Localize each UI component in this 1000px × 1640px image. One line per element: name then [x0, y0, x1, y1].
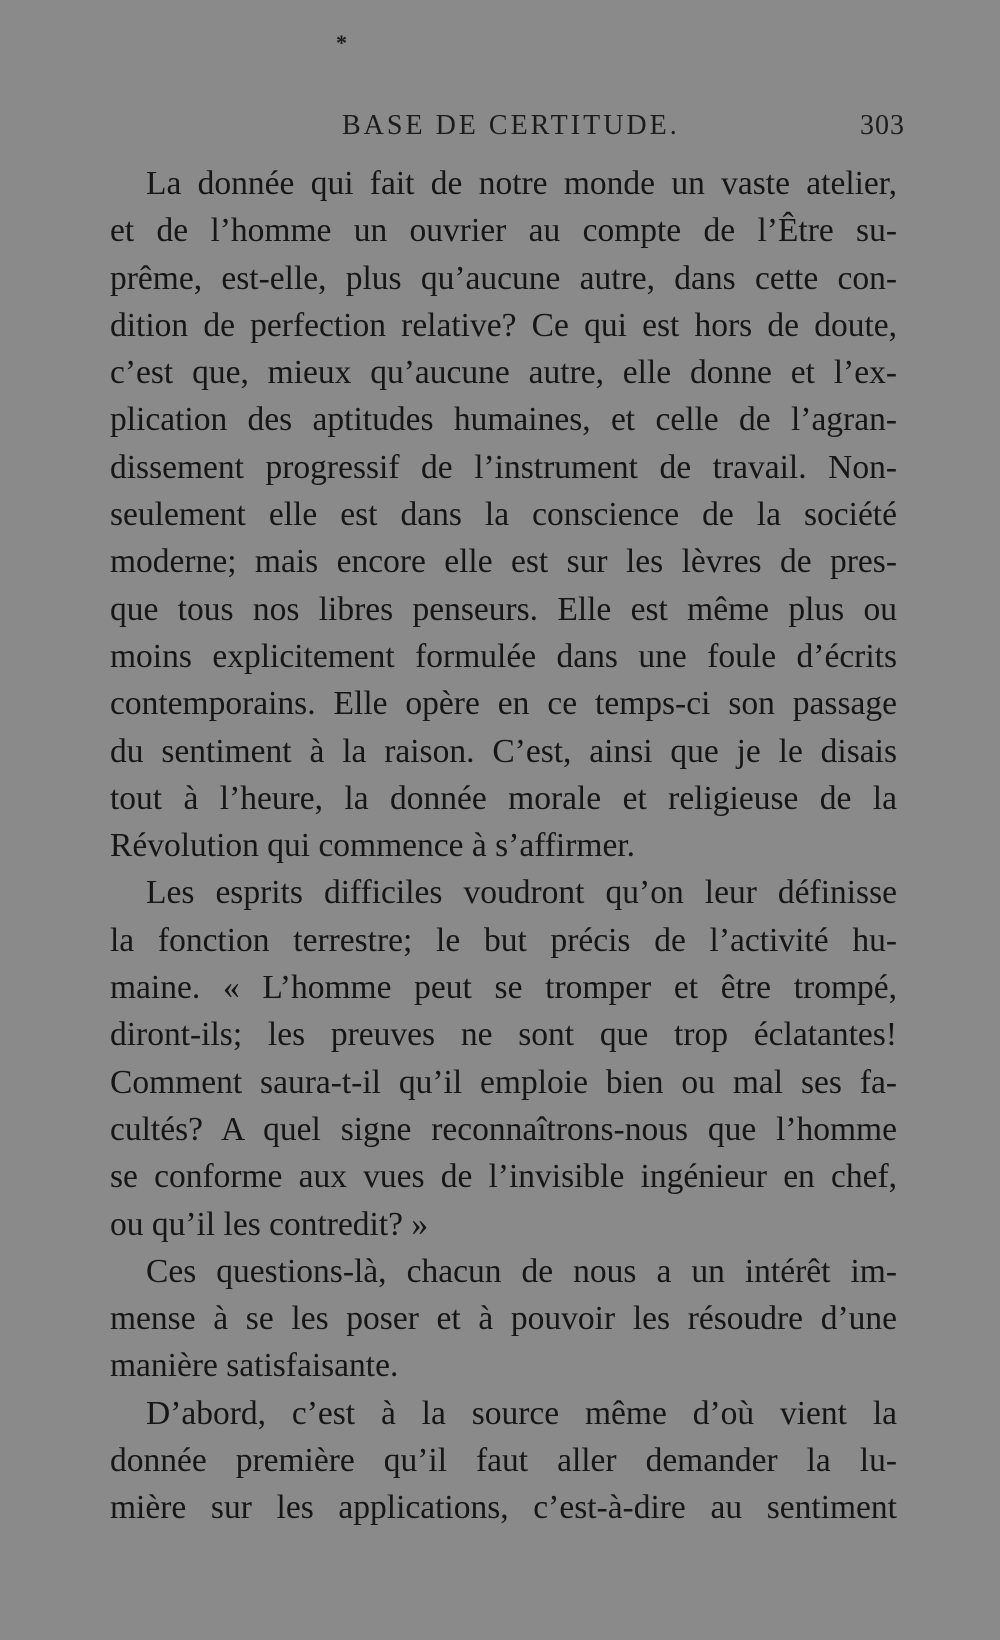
paragraph-2 — [110, 869, 897, 1247]
text-line: se conforme aux vues de l’invisible ingénieur en chef, — [110, 1158, 897, 1196]
text-line: D’abord, c’est à la source même d’où vient la — [146, 1394, 897, 1432]
text-line: donnée première qu’il faut aller demander la lu- — [110, 1442, 897, 1480]
text-line: Révolution qui commence à s’affirmer. — [110, 827, 635, 865]
running-title: BASE DE CERTITUDE. — [342, 110, 680, 141]
text-line: mense à se les poser et à pouvoir les résoudre d’une — [110, 1300, 897, 1338]
text-line: diront-ils; les preuves ne sont que trop éclatantes! — [110, 1016, 897, 1054]
text-line: dition de perfection relative? Ce qui est hors de doute, — [110, 306, 897, 344]
page-number: 303 — [860, 110, 905, 141]
paragraph-1 — [110, 160, 897, 869]
text-line: contemporains. Elle opère en ce temps-ci son passage — [110, 685, 897, 723]
text-line: dissement progressif de l’instrument de travail. Non- — [110, 448, 897, 486]
text-line: maine. « L’homme peut se tromper et être trompé, — [110, 969, 897, 1007]
running-head — [110, 110, 905, 150]
text-line: manière satisfaisante. — [110, 1347, 399, 1385]
text-line: Ces questions-là, chacun de nous a un intérêt im- — [146, 1252, 897, 1290]
text-line: moderne; mais encore elle est sur les lèvres de pres- — [110, 543, 897, 581]
text-line: mière sur les applications, c’est-à-dire au sentiment — [110, 1489, 897, 1527]
paragraph-4 — [110, 1390, 897, 1532]
text-line: Comment saura-t-il qu’il emploie bien ou mal ses fa- — [110, 1063, 897, 1101]
text-line: la fonction terrestre; le but précis de l’activité hu- — [110, 921, 897, 959]
text-line: du sentiment à la raison. C’est, ainsi que je le disais — [110, 732, 897, 770]
text-line: La donnée qui fait de notre monde un vaste atelier, — [146, 165, 897, 202]
text-line: seulement elle est dans la conscience de la société — [110, 496, 897, 534]
text-line: prême, est-elle, plus qu’aucune autre, dans cette con- — [110, 259, 897, 297]
text-line: c’est que, mieux qu’aucune autre, elle donne et l’ex- — [110, 354, 897, 392]
text-line: tout à l’heure, la donnée morale et religieuse de la — [110, 779, 897, 817]
text-line: plication des aptitudes humaines, et celle de l’agran- — [110, 401, 897, 439]
text-line: et de l’homme un ouvrier au compte de l’Être su- — [110, 212, 897, 250]
text-line: que tous nos libres penseurs. Elle est même plus ou — [110, 590, 897, 628]
text-line: cultés? A quel signe reconnaîtrons-nous que l’homme — [110, 1110, 897, 1148]
top-mark: * — [336, 30, 347, 55]
text-line: ou qu’il les contredit? » — [110, 1205, 429, 1243]
text-line: Les esprits difficiles voudront qu’on leur définisse — [146, 874, 897, 912]
body-text — [110, 160, 897, 1532]
paragraph-3 — [110, 1248, 897, 1390]
text-line: moins explicitement formulée dans une foule d’écrits — [110, 637, 897, 675]
